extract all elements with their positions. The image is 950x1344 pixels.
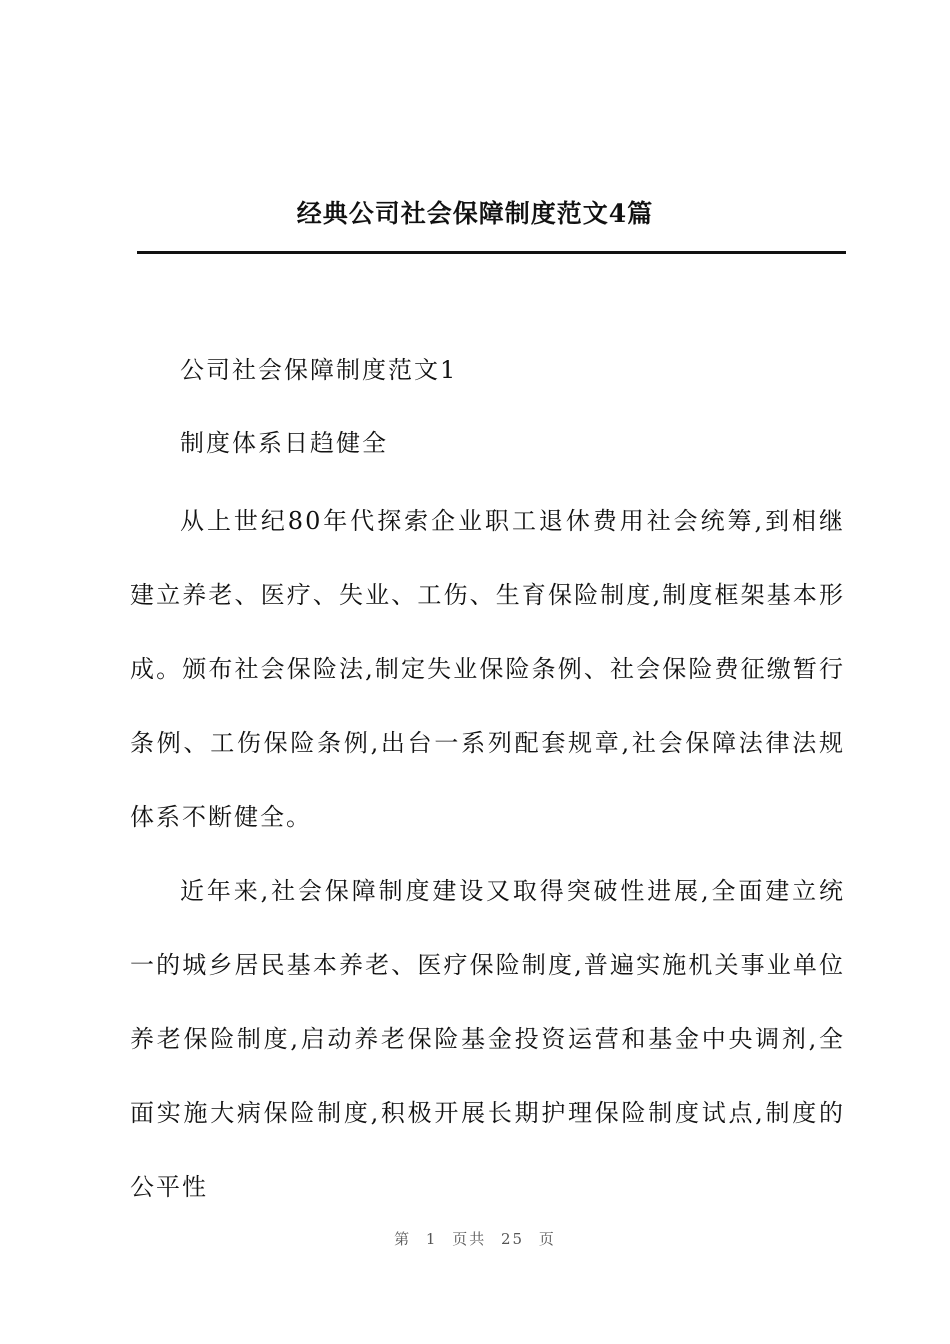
document-title: 经典公司社会保障制度范文4篇 bbox=[296, 199, 654, 228]
subheading: 制度体系日趋健全 bbox=[180, 429, 388, 457]
body-paragraph-1: 从上世纪80年代探索企业职工退休费用社会统筹,到相继建立养老、医疗、失业、工伤、生育保险制度,制度框架基本形成。颁布社会保险法,制定失业保险条例、社会保险费征缴暂行条例、工伤保险条例,出台一系列配套规章,社会保障法律法规体系不断健全。 bbox=[130, 507, 845, 831]
page-number: 第 1 页共 25 页 bbox=[394, 1230, 556, 1248]
section-title: 公司社会保障制度范文1 bbox=[180, 356, 458, 384]
title-divider bbox=[137, 251, 846, 254]
body-paragraph-2: 近年来,社会保障制度建设又取得突破性进展,全面建立统一的城乡居民基本养老、医疗保险制度,普遍实施机关事业单位养老保险制度,启动养老保险基金投资运营和基金中央调剂,全面实施大病保险制度,积极开展长期护理保险制度试点,制度的公平性 bbox=[130, 877, 845, 1201]
